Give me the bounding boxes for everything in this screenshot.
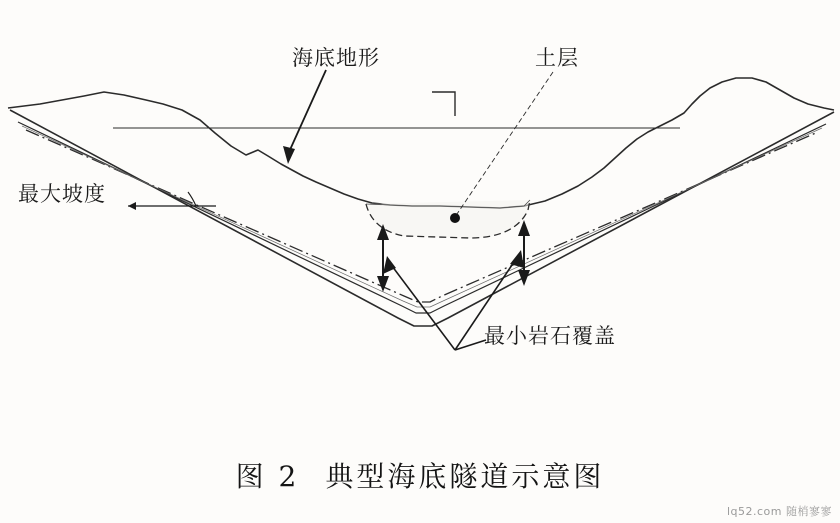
figure-caption	[0, 455, 840, 495]
figure-caption-text: 典型海底隧道示意图	[325, 460, 605, 493]
seabed-leader-line	[289, 70, 326, 152]
seabed-leader-arrowhead	[283, 146, 295, 164]
figure-caption-number: 图 2	[235, 460, 300, 493]
water-level-marker	[432, 92, 455, 116]
label-seabed-topography: 海底地形	[292, 46, 380, 70]
label-min-rock-cover: 最小岩石覆盖	[484, 324, 616, 348]
label-max-slope: 最大坡度	[18, 182, 106, 206]
max-slope-arrowhead	[128, 202, 136, 210]
soil-leader-line	[457, 72, 553, 214]
min-cover-leader-left-arrowhead	[383, 256, 396, 274]
seabed-profile	[8, 78, 834, 208]
watermark-text: lq52.com 随梢寥寥	[726, 505, 832, 518]
min-cover-leader-stem	[455, 340, 486, 350]
min-cover-arrow-right-head-down	[518, 270, 530, 286]
soil-layer-lens	[366, 200, 530, 238]
label-soil-layer: 土层	[535, 46, 579, 70]
soil-layer-point	[450, 213, 460, 223]
min-cover-arrow-right-head-up	[518, 220, 530, 236]
